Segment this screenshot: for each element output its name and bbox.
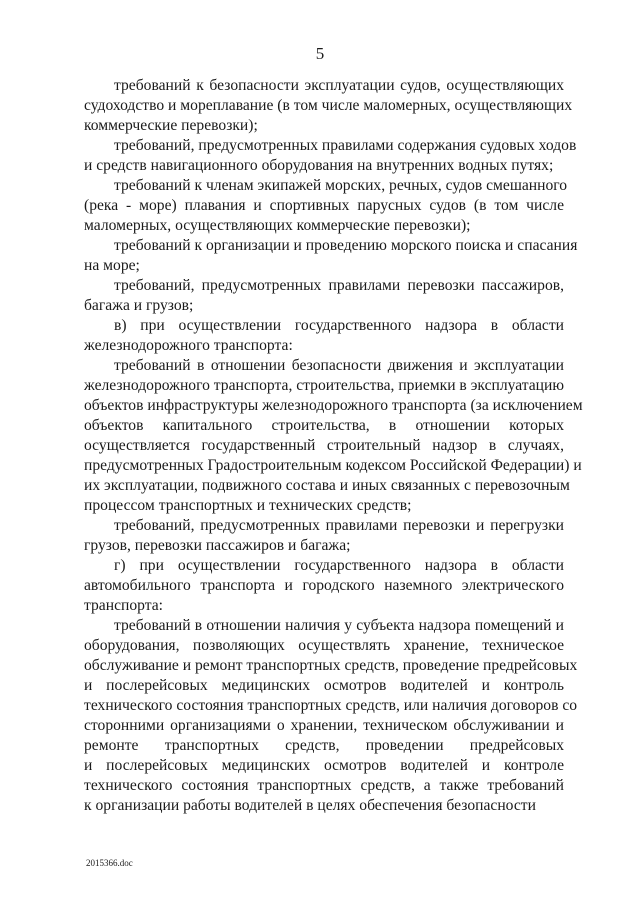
text-line: требований, предусмотренных правилами перевозки и перегрузки xyxy=(114,517,564,534)
paragraph xyxy=(84,316,564,356)
paragraph xyxy=(84,236,578,276)
text-line: требований к организации и проведению морского поиска и спасания xyxy=(114,237,578,254)
paragraph xyxy=(84,516,564,556)
text-line: обслуживание и ремонт транспортных средств, проведение предрейсовых xyxy=(84,657,578,674)
text-line: объектов инфраструктуры железнодорожного транспорта (за исключением xyxy=(84,397,583,414)
text-line: процессом транспортных и технических средств; xyxy=(84,497,412,514)
text-line: и послерейсовых медицинских осмотров водителей и контроле xyxy=(84,757,564,774)
text-line: судоходство и мореплавание (в том числе маломерных, осуществляющих xyxy=(84,97,573,114)
text-line: требований к безопасности эксплуатации судов, осуществляющих xyxy=(114,77,564,94)
paragraph xyxy=(84,616,578,816)
document-body xyxy=(84,76,583,816)
text-line: оборудования, позволяющих осуществлять хранение, техническое xyxy=(84,637,564,654)
text-line: требований в отношении наличия у субъекта надзора помещений и xyxy=(114,617,564,634)
text-line: технического состояния транспортных средств, а также требований xyxy=(84,777,564,794)
text-line: г) при осуществлении государственного надзора в области xyxy=(114,557,564,574)
footer-filename: 2015366.doc xyxy=(86,858,133,868)
paragraph xyxy=(84,276,564,316)
paragraph xyxy=(84,176,568,236)
text-line: в) при осуществлении государственного надзора в области xyxy=(114,317,564,334)
text-line: и средств навигационного оборудования на внутренних водных путях; xyxy=(84,157,554,174)
text-line: автомобильного транспорта и городского наземного электрического xyxy=(84,577,564,594)
text-line: их эксплуатации, подвижного состава и иных связанных с перевозочным xyxy=(84,477,570,494)
text-line: технического состояния транспортных средств, или наличия договоров со xyxy=(84,697,578,714)
text-line: транспорта: xyxy=(84,597,163,614)
text-line: к организации работы водителей в целях обеспечения безопасности xyxy=(84,797,536,814)
text-line: требований, предусмотренных правилами перевозки пассажиров, xyxy=(114,277,564,294)
text-line: ремонте транспортных средств, проведении предрейсовых xyxy=(84,737,564,754)
paragraph xyxy=(84,356,583,516)
text-line: сторонними организациями о хранении, техническом обслуживании и xyxy=(84,717,564,734)
text-line: железнодорожного транспорта, строительства, приемки в эксплуатацию xyxy=(84,377,565,394)
text-line: требований к членам экипажей морских, речных, судов смешанного xyxy=(114,177,568,194)
text-line: багажа и грузов; xyxy=(84,297,194,314)
text-line: предусмотренных Градостроительным кодексом Российской Федерации) и xyxy=(84,457,582,474)
text-line: и послерейсовых медицинских осмотров водителей и контроль xyxy=(84,677,564,694)
paragraph xyxy=(84,76,573,136)
text-line: объектов капитального строительства, в отношении которых xyxy=(84,417,564,434)
text-line: маломерных, осуществляющих коммерческие перевозки); xyxy=(84,217,471,234)
text-line: требований, предусмотренных правилами содержания судовых ходов xyxy=(114,137,577,154)
paragraph xyxy=(84,136,577,176)
text-line: коммерческие перевозки); xyxy=(84,117,258,134)
text-line: осуществляется государственный строительный надзор в случаях, xyxy=(84,437,564,454)
paragraph xyxy=(84,556,564,616)
text-line: требований в отношении безопасности движения и эксплуатации xyxy=(114,357,564,374)
text-line: на море; xyxy=(84,257,140,274)
text-line: (река - море) плавания и спортивных парусных судов (в том числе xyxy=(84,197,564,214)
text-line: железнодорожного транспорта: xyxy=(84,337,293,354)
text-line: грузов, перевозки пассажиров и багажа; xyxy=(84,537,351,554)
page-number: 5 xyxy=(315,44,325,63)
